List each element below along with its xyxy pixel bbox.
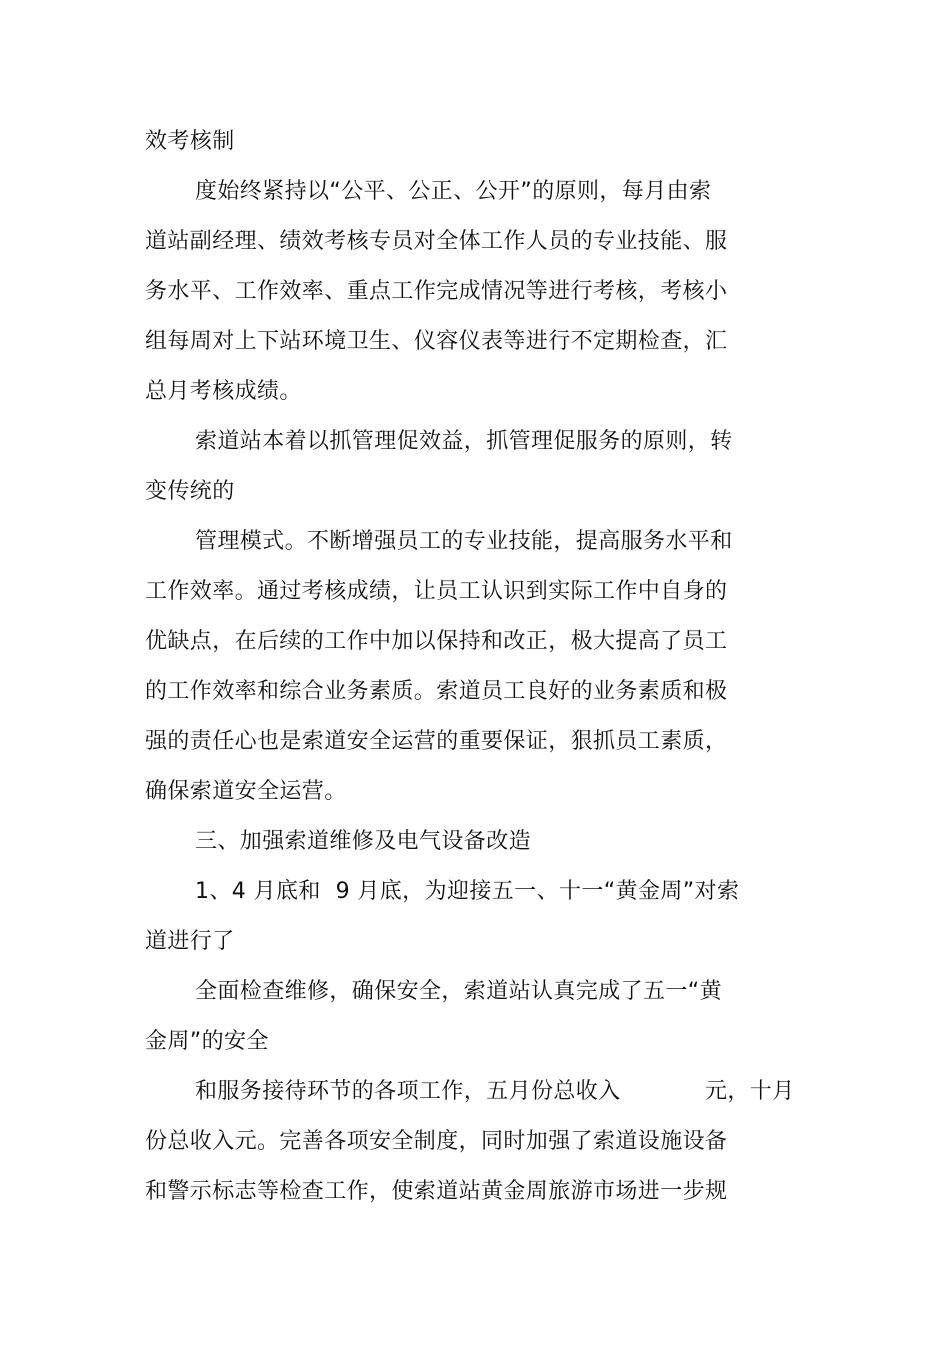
paragraph-first-line: 全面检查维修，确保安全，索道站认真完成了五一“黄 — [195, 979, 722, 1004]
paragraph-first-line: 和服务接待环节的各项工作，五月份总收入 — [195, 1079, 621, 1104]
paragraph-first-line: 度始终紧持以“公平、公正、公开”的原则，每月由索 — [195, 179, 712, 204]
text-line: 优缺点，在后续的工作中加以保持和改正，极大提高了员工 — [145, 629, 728, 654]
text-line: 确保索道安全运营。 — [145, 779, 347, 804]
text-line: 强的责任心也是索道安全运营的重要保证，狠抓员工素质， — [145, 729, 728, 754]
section-heading: 三、加强索道维修及电气设备改造 — [195, 829, 532, 854]
text-line: 总月考核成绩。 — [145, 379, 302, 404]
paragraph-first-line: 管理模式。不断增强员工的专业技能，提高服务水平和 — [195, 529, 733, 554]
text-line: 效考核制 — [145, 129, 235, 154]
text-line: 工作效率。通过考核成绩，让员工认识到实际工作中自身的 — [145, 579, 728, 604]
text-line: 和警示标志等检查工作，使索道站黄金周旅游市场进一步规 — [145, 1179, 728, 1204]
text-line-continuation: 元，十月 — [705, 1079, 795, 1104]
text-line: 金周”的安全 — [145, 1029, 269, 1054]
text-line: 变传统的 — [145, 479, 235, 504]
text-line: 份总收入元。完善各项安全制度，同时加强了索道设施设备 — [145, 1129, 728, 1154]
paragraph-first-line: 1、4 月底和 9 月底，为迎接五一、十一“黄金周”对索 — [195, 879, 740, 904]
text-line: 组每周对上下站环境卫生、仪容仪表等进行不定期检查，汇 — [145, 329, 728, 354]
text-line: 务水平、工作效率、重点工作完成情况等进行考核，考核小 — [145, 279, 728, 304]
paragraph-first-line: 索道站本着以抓管理促效益，抓管理促服务的原则，转 — [195, 429, 733, 454]
text-line: 道进行了 — [145, 929, 235, 954]
text-line: 道站副经理、绩效考核专员对全体工作人员的专业技能、服 — [145, 229, 728, 254]
text-line: 的工作效率和综合业务素质。索道员工良好的业务素质和极 — [145, 679, 728, 704]
